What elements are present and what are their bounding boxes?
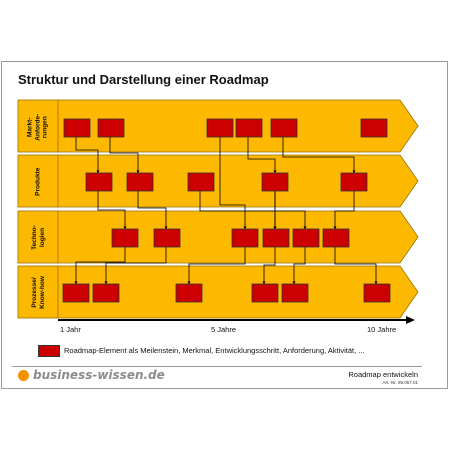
roadmap-element <box>86 173 112 191</box>
roadmap-element <box>64 119 90 137</box>
roadmap-element <box>93 284 119 302</box>
roadmap-element <box>341 173 367 191</box>
page-title: Struktur und Darstellung einer Roadmap <box>18 72 269 87</box>
brand-logo[interactable] <box>18 368 165 382</box>
roadmap-element <box>263 229 289 247</box>
roadmap-element <box>364 284 390 302</box>
roadmap-element <box>63 284 89 302</box>
roadmap-element <box>112 229 138 247</box>
roadmap-element <box>236 119 262 137</box>
timeline-arrowhead <box>406 316 415 324</box>
roadmap-element <box>361 119 387 137</box>
legend-text: Roadmap-Element als Meilenstein, Merkmal, Entwicklungsschritt, Anforderung, Aktivität, ... <box>64 346 365 355</box>
roadmap-element <box>262 173 288 191</box>
roadmap-element <box>323 229 349 247</box>
logo-text: business-wissen.de <box>33 368 165 382</box>
roadmap-element <box>282 284 308 302</box>
footer-divider <box>12 366 422 367</box>
roadmap-element <box>271 119 297 137</box>
roadmap-element <box>207 119 233 137</box>
article-number: Art.-Nr. 99.057.01 <box>382 380 418 385</box>
roadmap-element <box>188 173 214 191</box>
logo-dot-icon <box>18 370 29 381</box>
timeline-label-5-years: 5 Jahre <box>211 325 237 334</box>
timeline-label-10-years: 10 Jahre <box>367 325 397 334</box>
row-label-products: Produkte <box>34 167 42 197</box>
timeline-label-1-year: 1 Jahr <box>60 325 81 334</box>
roadmap-element <box>154 229 180 247</box>
roadmap-element <box>293 229 319 247</box>
document-title: Roadmap entwickeln <box>348 370 418 379</box>
row-label-processes: Prozesse/ Know-how <box>30 275 45 309</box>
roadmap-element <box>232 229 258 247</box>
row-label-technologies: Techno- logien <box>30 224 45 250</box>
roadmap-element <box>252 284 278 302</box>
legend-swatch <box>38 345 60 357</box>
roadmap-element <box>98 119 124 137</box>
row-label-market: Markt- Anforde- rungen <box>26 113 49 141</box>
roadmap-element <box>176 284 202 302</box>
roadmap-element <box>127 173 153 191</box>
